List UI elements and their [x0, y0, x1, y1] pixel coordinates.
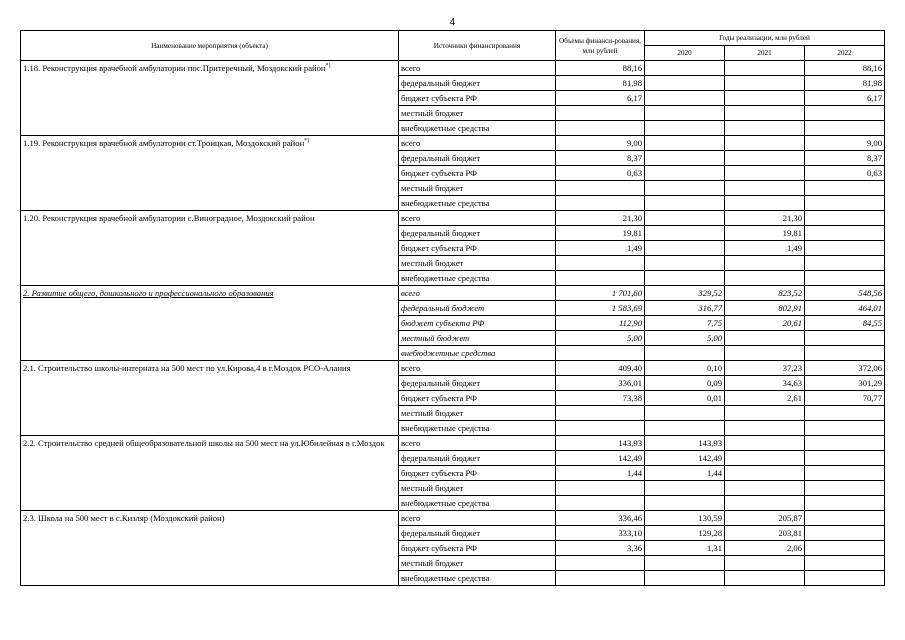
year-2022-cell — [805, 511, 885, 526]
item-name-cell — [21, 436, 399, 511]
total-cell — [556, 181, 645, 196]
year-2020-cell — [645, 196, 725, 211]
year-2022-cell: 548,56 — [805, 286, 885, 301]
year-2022-cell: 81,98 — [805, 76, 885, 91]
year-2020-cell — [645, 556, 725, 571]
source-cell: местный бюджет — [399, 181, 556, 196]
item-name-cell — [21, 511, 399, 586]
year-2022-cell — [805, 226, 885, 241]
year-2020-cell — [645, 106, 725, 121]
total-cell: 336,46 — [556, 511, 645, 526]
table-row — [21, 436, 885, 451]
source-cell: местный бюджет — [399, 481, 556, 496]
year-2022-cell: 84,55 — [805, 316, 885, 331]
year-2020-cell — [645, 91, 725, 106]
item-name-cell — [21, 136, 399, 211]
year-2021-cell: 802,91 — [725, 301, 805, 316]
year-2020-cell — [645, 256, 725, 271]
financing-table — [20, 30, 885, 586]
source-cell: федеральный бюджет — [399, 76, 556, 91]
year-2021-cell — [725, 91, 805, 106]
year-2022-cell — [805, 571, 885, 586]
table-row — [21, 286, 885, 301]
year-2021-cell: 21,30 — [725, 211, 805, 226]
year-2021-cell — [725, 136, 805, 151]
year-2020-cell — [645, 121, 725, 136]
footnote-mark: *) — [325, 63, 331, 70]
year-2021-cell: 19,81 — [725, 226, 805, 241]
year-2022-cell: 301,29 — [805, 376, 885, 391]
source-cell: всего — [399, 361, 556, 376]
year-2020-cell: 329,52 — [645, 286, 725, 301]
year-2020-cell — [645, 406, 725, 421]
year-2022-cell — [805, 481, 885, 496]
total-cell — [556, 481, 645, 496]
year-2021-cell — [725, 331, 805, 346]
header-year-2021: 2021 — [725, 46, 805, 61]
source-cell: федеральный бюджет — [399, 301, 556, 316]
source-cell: всего — [399, 211, 556, 226]
table-body — [21, 61, 885, 586]
year-2021-cell — [725, 151, 805, 166]
item-name-cell — [21, 211, 399, 286]
year-2020-cell: 316,77 — [645, 301, 725, 316]
source-cell: бюджет субъекта РФ — [399, 541, 556, 556]
year-2020-cell — [645, 136, 725, 151]
year-2021-cell — [725, 436, 805, 451]
total-cell — [556, 196, 645, 211]
year-2021-cell: 2,61 — [725, 391, 805, 406]
year-2022-cell — [805, 436, 885, 451]
year-2022-cell: 8,37 — [805, 151, 885, 166]
year-2022-cell — [805, 256, 885, 271]
year-2020-cell: 5,00 — [645, 331, 725, 346]
source-cell: бюджет субъекта РФ — [399, 91, 556, 106]
total-cell: 9,00 — [556, 136, 645, 151]
total-cell — [556, 271, 645, 286]
item-name: 1.20. Реконструкция врачебной амбулатории с.Виноградное, Моздокский район — [23, 213, 315, 223]
year-2022-cell — [805, 451, 885, 466]
source-cell: местный бюджет — [399, 106, 556, 121]
year-2021-cell — [725, 106, 805, 121]
total-cell: 1 701,60 — [556, 286, 645, 301]
source-cell: всего — [399, 286, 556, 301]
source-cell: всего — [399, 436, 556, 451]
item-name: 1.19. Реконструкция врачебной амбулатории ст.Троицкая, Моздокский район — [23, 138, 305, 148]
year-2020-cell — [645, 496, 725, 511]
year-2021-cell — [725, 481, 805, 496]
year-2022-cell — [805, 106, 885, 121]
year-2022-cell: 372,06 — [805, 361, 885, 376]
year-2021-cell — [725, 346, 805, 361]
year-2021-cell: 1,49 — [725, 241, 805, 256]
year-2020-cell — [645, 271, 725, 286]
year-2022-cell: 88,16 — [805, 61, 885, 76]
table-header — [21, 31, 885, 61]
total-cell: 1,44 — [556, 466, 645, 481]
total-cell: 73,38 — [556, 391, 645, 406]
year-2022-cell — [805, 241, 885, 256]
source-cell: внебюджетные средства — [399, 421, 556, 436]
total-cell: 333,10 — [556, 526, 645, 541]
year-2021-cell — [725, 256, 805, 271]
table-row — [21, 361, 885, 376]
total-cell: 336,01 — [556, 376, 645, 391]
total-cell — [556, 121, 645, 136]
year-2022-cell — [805, 421, 885, 436]
item-name: 2. Развитие общего, дошкольного и профессионального образования — [23, 288, 274, 298]
year-2020-cell — [645, 241, 725, 256]
year-2021-cell — [725, 406, 805, 421]
header-name: Наименование мероприятия (объекта) — [21, 31, 399, 61]
total-cell: 0,63 — [556, 166, 645, 181]
total-cell — [556, 556, 645, 571]
year-2020-cell: 1,44 — [645, 466, 725, 481]
year-2021-cell — [725, 556, 805, 571]
year-2021-cell — [725, 61, 805, 76]
total-cell: 1,49 — [556, 241, 645, 256]
source-cell: федеральный бюджет — [399, 226, 556, 241]
source-cell: внебюджетные средства — [399, 271, 556, 286]
year-2022-cell — [805, 211, 885, 226]
total-cell: 81,98 — [556, 76, 645, 91]
year-2021-cell: 2,06 — [725, 541, 805, 556]
year-2022-cell — [805, 406, 885, 421]
total-cell: 112,90 — [556, 316, 645, 331]
item-name-cell — [21, 61, 399, 136]
year-2020-cell: 1,31 — [645, 541, 725, 556]
item-name-cell — [21, 286, 399, 361]
source-cell: внебюджетные средства — [399, 571, 556, 586]
total-cell: 88,16 — [556, 61, 645, 76]
source-cell: местный бюджет — [399, 331, 556, 346]
total-cell: 6,17 — [556, 91, 645, 106]
source-cell: местный бюджет — [399, 556, 556, 571]
source-cell: федеральный бюджет — [399, 526, 556, 541]
total-cell: 1 583,69 — [556, 301, 645, 316]
year-2021-cell — [725, 196, 805, 211]
year-2021-cell — [725, 76, 805, 91]
total-cell — [556, 346, 645, 361]
total-cell: 8,37 — [556, 151, 645, 166]
year-2020-cell — [645, 571, 725, 586]
year-2021-cell — [725, 571, 805, 586]
year-2021-cell — [725, 451, 805, 466]
year-2021-cell — [725, 271, 805, 286]
source-cell: всего — [399, 61, 556, 76]
year-2021-cell — [725, 496, 805, 511]
total-cell — [556, 406, 645, 421]
year-2022-cell — [805, 496, 885, 511]
source-cell: бюджет субъекта РФ — [399, 166, 556, 181]
source-cell: бюджет субъекта РФ — [399, 241, 556, 256]
source-cell: местный бюджет — [399, 256, 556, 271]
year-2021-cell — [725, 121, 805, 136]
year-2021-cell — [725, 181, 805, 196]
source-cell: внебюджетные средства — [399, 496, 556, 511]
year-2020-cell — [645, 211, 725, 226]
header-total: Объемы финанси-рования, млн рублей — [556, 31, 645, 61]
year-2022-cell — [805, 541, 885, 556]
total-cell — [556, 571, 645, 586]
year-2022-cell: 0,63 — [805, 166, 885, 181]
source-cell: всего — [399, 511, 556, 526]
year-2020-cell: 143,93 — [645, 436, 725, 451]
total-cell: 19,81 — [556, 226, 645, 241]
year-2022-cell — [805, 526, 885, 541]
total-cell — [556, 496, 645, 511]
header-source: Источники финансирования — [399, 31, 556, 61]
year-2020-cell: 130,59 — [645, 511, 725, 526]
total-cell — [556, 421, 645, 436]
year-2022-cell: 70,77 — [805, 391, 885, 406]
header-year-2022: 2022 — [805, 46, 885, 61]
year-2022-cell: 464,01 — [805, 301, 885, 316]
source-cell: федеральный бюджет — [399, 376, 556, 391]
table-row — [21, 136, 885, 151]
year-2021-cell: 205,87 — [725, 511, 805, 526]
year-2022-cell — [805, 466, 885, 481]
item-name: 1.18. Реконструкция врачебной амбулатории пос.Притеречный, Моздокский район — [23, 63, 326, 73]
page-number: 4 — [449, 17, 456, 28]
source-cell: бюджет субъекта РФ — [399, 466, 556, 481]
year-2022-cell — [805, 271, 885, 286]
footnote-mark: *) — [304, 138, 310, 145]
year-2020-cell — [645, 181, 725, 196]
year-2020-cell — [645, 421, 725, 436]
year-2022-cell — [805, 331, 885, 346]
year-2020-cell — [645, 61, 725, 76]
year-2022-cell — [805, 121, 885, 136]
total-cell — [556, 106, 645, 121]
source-cell: федеральный бюджет — [399, 451, 556, 466]
total-cell: 21,30 — [556, 211, 645, 226]
total-cell: 142,49 — [556, 451, 645, 466]
year-2020-cell: 0,09 — [645, 376, 725, 391]
year-2020-cell: 0,01 — [645, 391, 725, 406]
year-2021-cell — [725, 421, 805, 436]
header-year-2020: 2020 — [645, 46, 725, 61]
year-2020-cell: 129,28 — [645, 526, 725, 541]
table-row — [21, 211, 885, 226]
year-2022-cell: 9,00 — [805, 136, 885, 151]
item-name: 2.1. Строительство школы-интерната на 500 мест по ул.Кирова,4 в г.Моздок РСО-Алания — [23, 363, 351, 373]
source-cell: внебюджетные средства — [399, 346, 556, 361]
source-cell: бюджет субъекта РФ — [399, 316, 556, 331]
year-2021-cell: 203,81 — [725, 526, 805, 541]
year-2022-cell — [805, 346, 885, 361]
year-2021-cell: 20,61 — [725, 316, 805, 331]
total-cell — [556, 256, 645, 271]
year-2021-cell — [725, 166, 805, 181]
total-cell: 143,93 — [556, 436, 645, 451]
source-cell: бюджет субъекта РФ — [399, 391, 556, 406]
year-2021-cell: 37,23 — [725, 361, 805, 376]
year-2021-cell — [725, 466, 805, 481]
year-2020-cell: 142,49 — [645, 451, 725, 466]
year-2020-cell: 0,10 — [645, 361, 725, 376]
year-2021-cell: 34,63 — [725, 376, 805, 391]
table-row — [21, 511, 885, 526]
source-cell: внебюджетные средства — [399, 121, 556, 136]
year-2020-cell — [645, 481, 725, 496]
source-cell: всего — [399, 136, 556, 151]
source-cell: внебюджетные средства — [399, 196, 556, 211]
year-2022-cell — [805, 181, 885, 196]
year-2021-cell: 823,52 — [725, 286, 805, 301]
year-2022-cell — [805, 196, 885, 211]
year-2020-cell: 7,75 — [645, 316, 725, 331]
year-2020-cell — [645, 76, 725, 91]
year-2022-cell: 6,17 — [805, 91, 885, 106]
total-cell: 409,40 — [556, 361, 645, 376]
total-cell: 3,36 — [556, 541, 645, 556]
total-cell: 5,00 — [556, 331, 645, 346]
table-row — [21, 61, 885, 76]
source-cell: местный бюджет — [399, 406, 556, 421]
item-name: 2.2. Строительство средней общеобразовательной школы на 500 мест на ул.Юбилейная в г.Моздок — [23, 438, 385, 448]
year-2022-cell — [805, 556, 885, 571]
item-name-cell — [21, 361, 399, 436]
header-years-group: Годы реализации, млн рублей — [645, 31, 885, 46]
year-2020-cell — [645, 226, 725, 241]
year-2020-cell — [645, 346, 725, 361]
year-2020-cell — [645, 166, 725, 181]
source-cell: федеральный бюджет — [399, 151, 556, 166]
year-2020-cell — [645, 151, 725, 166]
item-name: 2.3. Школа на 500 мест в с.Кизляр (Моздокский район) — [23, 513, 225, 523]
